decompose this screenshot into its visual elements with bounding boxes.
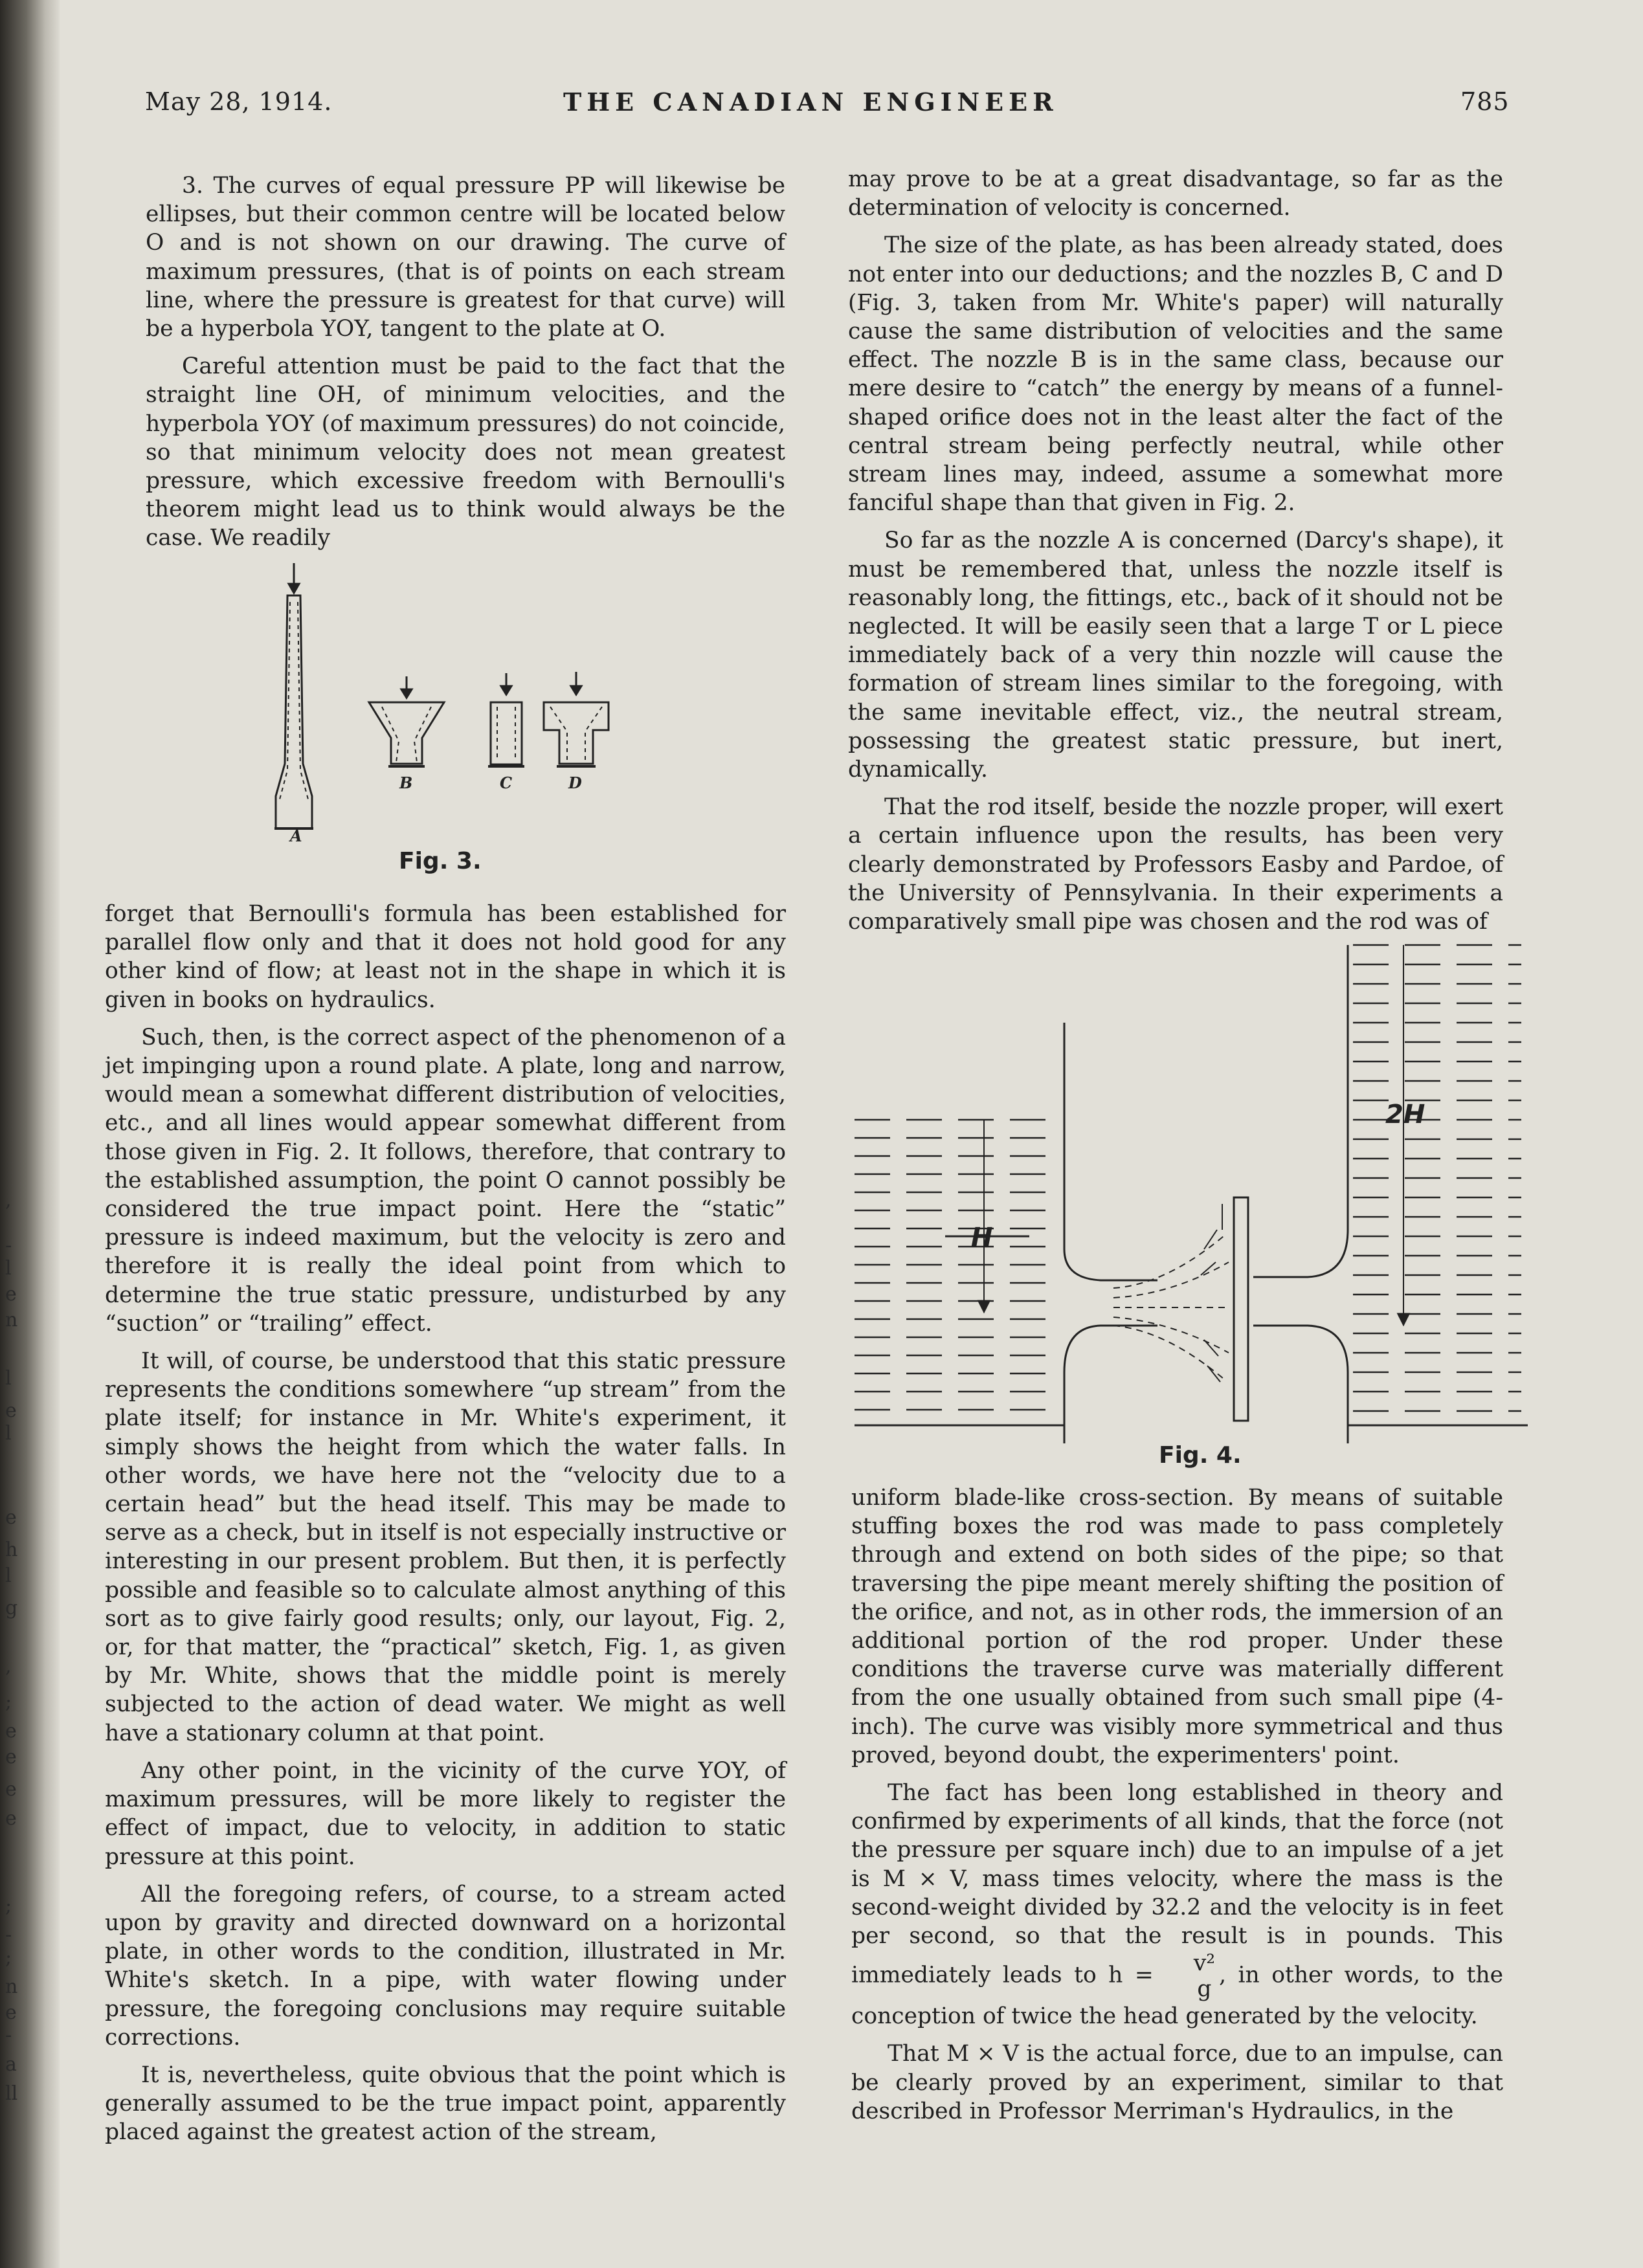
fig4-label-h: H <box>971 1223 993 1252</box>
stream-lines-c <box>497 707 515 761</box>
gutter-fragment: e <box>5 1283 17 1306</box>
paragraph: That M × V is the actual force, due to an impulse, can be clearly proved by an experiment, similar to that described in Professor Merriman's Hydraulics, in the <box>851 2041 1503 2124</box>
formula-trail-text: , in other words, to the conception of twice the head generated by the velocity. <box>851 1962 1503 2030</box>
paragraph: The size of the plate, as has been already stated, does not enter into our deductions; and the nozzles B, C and D (Fig. 3, taken from Mr. White's paper) will naturally cause the same distribution of velocities and the same effect. The nozzle B is in the same class, because our mere desire to “catch” the energy by means of a funnel-shaped orifice does not in the least alter the fact of the central stream being perfectly neutral, while other stream lines may, indeed, assume a somewhat more fanciful shape than that given in Fig. 2. <box>848 232 1503 517</box>
running-head-date: May 28, 1914. <box>145 87 333 116</box>
paragraph: forget that Bernoulli's formula has been established for parallel flow only and that it does not hold good for any other kind of flow; at least not in the shape in which it is given in books on hydraulics. <box>105 901 786 1013</box>
column-1-bottom <box>105 900 786 2147</box>
gutter-fragment: g <box>5 1597 18 1619</box>
gutter-fragment: - <box>5 1924 12 1946</box>
paragraph: Any other point, in the vicinity of the curve YOY, of maximum pressures, will be more likely to register the effect of impact, due to velocity, in addition to static pressure at this point. <box>105 1757 786 1870</box>
paragraph: It is, nevertheless, quite obvious that the point which is generally assumed to be the true impact point, apparently placed against the greatest action of the stream, <box>105 2062 786 2146</box>
nozzle-d <box>544 702 609 764</box>
gutter-fragment: e <box>5 1506 17 1529</box>
gutter-fragment: l <box>5 1422 12 1445</box>
right-tank-wall-upper <box>1253 945 1348 1277</box>
running-head-journal: THE CANADIAN ENGINEER <box>563 87 1058 117</box>
gutter-fragment: , <box>5 1189 12 1212</box>
water-lines-right <box>1353 945 1521 1411</box>
gutter-fragment: e <box>5 1399 17 1422</box>
gutter-fragment: e <box>5 1746 17 1768</box>
gutter-fragment: , <box>5 1655 12 1678</box>
gutter-fragment: - <box>5 2024 12 2047</box>
fig3-label-d: D <box>568 773 582 792</box>
column-2-bottom <box>851 1484 1503 2126</box>
gutter-fragments <box>5 0 25 2268</box>
water-lines-left <box>855 1120 1045 1410</box>
fig4-caption: Fig. 4. <box>1159 1442 1242 1469</box>
formula-lead-text: The fact has been long established in theory and confirmed by experiments of all kinds, that the force (not the pressure per square inch) due to an impulse of a jet is M × V, mass times velocity, where the mass is the second-weight divided by 32.2 and the velocity is in feet per second, so that the result is in pounds. This immediately leads to h = <box>851 1780 1503 1988</box>
fig3-label-b: B <box>399 773 413 792</box>
figure-3 <box>246 557 660 874</box>
gutter-fragment: l <box>5 1257 12 1280</box>
plate-rod <box>1234 1197 1248 1421</box>
fig3-label-a: A <box>290 827 302 845</box>
column-1-top <box>146 172 785 553</box>
gutter-fragment: e <box>5 2001 17 2024</box>
left-tank-wall-upper <box>1064 1023 1157 1280</box>
h-arrow-head <box>979 1301 989 1311</box>
paragraph: may prove to be at a great disadvantage, so far as the determination of velocity is concerned. <box>848 166 1503 221</box>
nozzle-c <box>491 702 522 764</box>
gutter-fragment: ; <box>5 1691 12 1713</box>
formula-fraction <box>1157 1950 1215 2002</box>
arrow-head-a <box>289 584 299 593</box>
gutter-fragment: l <box>5 1564 12 1587</box>
fraction-denominator: g <box>1197 1976 1212 2003</box>
paragraph: Such, then, is the correct aspect of the phenomenon of a jet impinging upon a round plate. A plate, long and narrow, would mean a somewhat different distribution of velocities, etc., and all lines would appear somewhat different from those given in Fig. 2. It follows, therefore, that contrary to the established assumption, the point O cannot possibly be considered the true impact point. Here the “static” pressure is indeed maximum, but the velocity is zero and therefore it is really the ideal point from which to determine the true static pressure, undisturbed by any “suction” or “trailing” effect. <box>105 1024 786 1337</box>
gutter-fragment: l <box>5 1367 12 1390</box>
paragraph: So far as the nozzle A is concerned (Darcy's shape), it must be remembered that, unless the nozzle itself is reasonably long, the fittings, etc., back of it should not be neglected. It will be easily seen that a large T or L piece immediately back of a very thin nozzle will cause the formation of stream lines similar to the foregoing, with the same inevitable effect, viz., the neutral stream, possessing the greatest static pressure, but inert, dynamically. <box>848 528 1503 783</box>
paragraph-with-formula <box>851 1779 1503 2030</box>
figure-3-drawing <box>246 557 660 874</box>
fig3-label-c: C <box>500 773 513 792</box>
gutter-fragment: e <box>5 1807 17 1830</box>
left-tank-wall-lower <box>1064 1326 1157 1443</box>
gutter-fragment: ll <box>5 2082 18 2105</box>
2h-arrow-head <box>1398 1314 1409 1324</box>
jet-deflection-marks <box>1201 1230 1220 1382</box>
page-number: 785 <box>1460 87 1510 116</box>
stream-lines-d <box>550 707 602 761</box>
gutter-fragment: - <box>5 1234 12 1257</box>
column-2-top <box>848 165 1503 936</box>
fraction-numerator: v² <box>1193 1950 1216 1977</box>
nozzle-a <box>276 595 312 828</box>
paragraph: That the rod itself, beside the nozzle proper, will exert a certain influence upon the results, has been very clearly demonstrated by Professors Easby and Pardoe, of the University of Pennsylvania. In their experiments a comparatively small pipe was chosen and the rod was of <box>848 794 1503 935</box>
fig4-label-2h: 2H <box>1385 1100 1425 1129</box>
gutter-fragment: a <box>5 2053 17 2076</box>
figure-4-drawing <box>842 926 1528 1476</box>
gutter-fragment: e <box>5 1720 17 1742</box>
gutter-fragment: n <box>5 1975 18 1998</box>
arrow-head-b <box>401 689 412 698</box>
gutter-fragment: n <box>5 1309 18 1331</box>
right-tank-wall-lower <box>1253 1326 1348 1443</box>
gutter-fragment: h <box>5 1539 18 1561</box>
paragraph: It will, of course, be understood that this static pressure represents the conditions somewhere “up stream” from the plate itself; for instance in Mr. White's experiment, it simply shows the height from which the water falls. In other words, we have here not the “velocity due to a certain head” but the head itself. This may be made to serve as a check, but in itself is not especially instructive or interesting in our present problem. But then, it is perfectly possible and feasible so to calculate almost anything of this sort as to give fairly good results; only, our layout, Fig. 2, or, for that matter, the “practical” sketch, Fig. 1, as given by Mr. White, shows that the middle point is merely subjected to the action of dead water. We might as well have a stationary column at that point. <box>105 1348 786 1746</box>
fig3-caption: Fig. 3. <box>399 848 482 874</box>
arrow-head-d <box>571 686 581 695</box>
paragraph: 3. The curves of equal pressure PP will likewise be ellipses, but their common centre will be located below O and is not shown on our drawing. The curve of maximum pressures, (that is of points on each stream line, where the pressure is greatest for that curve) will be a hyperbola YOY, tangent to the plate at O. <box>146 173 785 342</box>
paragraph: uniform blade-like cross-section. By means of suitable stuffing boxes the rod was made to pass completely through and extend on both sides of the pipe; so that traversing the pipe meant merely shifting the position of the orifice, and not, as in other rods, the immersion of an additional portion of the rod proper. Under these conditions the traverse curve was materially different from the one usually obtained from such small pipe (4-inch). The curve was visibly more symmetrical and thus proved, beyond doubt, the experimenters' point. <box>851 1485 1503 1768</box>
gutter-fragment: ; <box>5 1895 12 1917</box>
arrow-head-c <box>501 686 511 695</box>
gutter-fragment: ; <box>5 1946 12 1969</box>
figure-4 <box>842 926 1528 1476</box>
paragraph: Careful attention must be paid to the fact that the straight line OH, of minimum velocities, and the hyperbola YOY (of maximum pressures) do not coincide, so that minimum velocity does not mean greatest pressure, which excessive freedom with Bernoulli's theorem might lead us to think would always be the case. We readily <box>146 353 785 551</box>
nozzle-b <box>369 702 444 764</box>
jet-stream-lines <box>1113 1236 1230 1379</box>
paragraph: All the foregoing refers, of course, to a stream acted upon by gravity and directed downward on a horizontal plate, in other words to the condition, illustrated in Mr. White's sketch. In a pipe, with water flowing under pressure, the foregoing conclusions may require suitable corrections. <box>105 1881 786 2051</box>
gutter-fragment: e <box>5 1778 17 1801</box>
